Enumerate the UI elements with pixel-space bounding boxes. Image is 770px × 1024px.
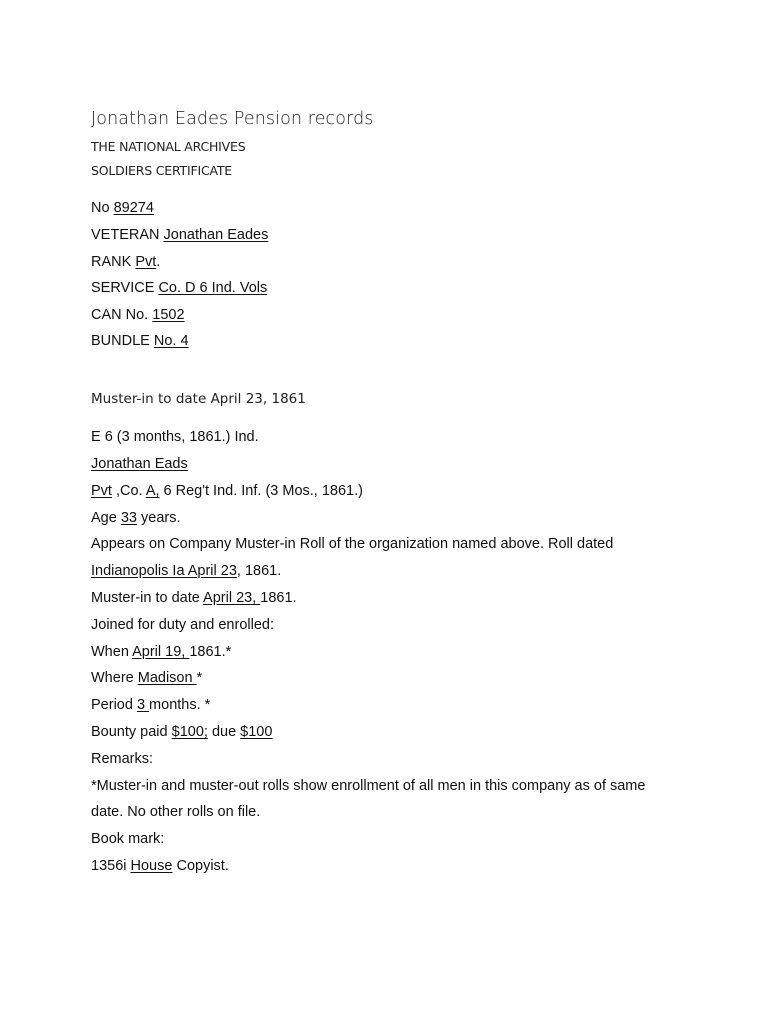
bounty-due: $100 <box>240 724 273 740</box>
veteran-label: VETERAN <box>91 227 164 243</box>
remarks-label: Remarks: <box>91 751 154 767</box>
muster-date-year: 1861. <box>260 590 297 606</box>
muster-date-value: April 23, <box>203 590 261 606</box>
copyist-line <box>91 858 229 874</box>
company-label: ,Co. <box>111 483 146 499</box>
certificate-number-label: No <box>91 200 114 216</box>
joined-line: Joined for duty and enrolled: <box>91 617 274 633</box>
rank-line <box>91 254 160 270</box>
remark-line-2: date. No other rolls on file. <box>91 804 261 820</box>
muster-heading: Muster-in to date April 23, 1861 <box>91 391 306 407</box>
rank-label: RANK <box>91 254 136 270</box>
roll-year: , 1861. <box>236 563 282 579</box>
e6-line: E 6 (3 months, 1861.) Ind. <box>91 429 259 445</box>
age-line <box>91 510 181 526</box>
certificate-type: SOLDIERS CERTIFICATE <box>91 163 232 178</box>
service-value: Co. D 6 Ind. Vols <box>158 280 268 296</box>
copy-number: 1356i <box>91 858 131 874</box>
book-mark-label: Book mark: <box>91 831 165 847</box>
certificate-number-value: 89274 <box>113 200 154 216</box>
certificate-number-line <box>91 200 154 216</box>
where-label: Where <box>91 670 138 686</box>
can-label: CAN No. <box>91 307 153 323</box>
rank-value: Pvt <box>135 254 157 270</box>
soldier-rank: Pvt <box>91 483 112 499</box>
archive-name: THE NATIONAL ARCHIVES <box>91 139 246 154</box>
service-label: SERVICE <box>91 280 159 296</box>
when-suffix: 1861.* <box>189 644 232 660</box>
when-value: April 19, <box>132 644 190 660</box>
bounty-line <box>91 724 272 740</box>
age-label: Age <box>91 510 121 526</box>
bundle-label: BUNDLE <box>91 333 154 349</box>
bounty-paid: $100; <box>171 724 208 740</box>
period-line <box>91 697 210 713</box>
period-value: 3 <box>136 697 150 713</box>
appears-line: Appears on Company Muster-in Roll of the organization named above. Roll dated <box>91 536 614 552</box>
can-line <box>91 307 185 323</box>
period-label: Period <box>91 697 137 713</box>
service-line <box>91 280 267 296</box>
muster-date-label: Muster-in to date <box>91 590 204 606</box>
copyist-suffix: Copyist. <box>172 858 229 874</box>
document-title: Jonathan Eades Pension records <box>91 109 374 129</box>
regiment-line <box>91 483 363 499</box>
age-value: 33 <box>120 510 137 526</box>
roll-place: Indianopolis Ia April 23 <box>91 563 237 579</box>
muster-date-line <box>91 590 297 606</box>
veteran-line <box>91 227 268 243</box>
can-value: 1502 <box>152 307 185 323</box>
regiment-text: 6 Reg't Ind. Inf. (3 Mos., 1861.) <box>159 483 363 499</box>
remark-line-1: *Muster-in and muster-out rolls show enrollment of all men in this company as of same <box>91 778 646 794</box>
soldier-name-line <box>91 456 188 472</box>
roll-date-line <box>91 563 281 579</box>
veteran-value: Jonathan Eades <box>163 227 269 243</box>
copyist-name: House <box>130 858 173 874</box>
where-line <box>91 670 202 686</box>
bounty-label: Bounty paid <box>91 724 172 740</box>
when-label: When <box>91 644 133 660</box>
soldier-name: Jonathan Eads <box>91 456 188 472</box>
when-line <box>91 644 231 660</box>
where-value: Madison <box>137 670 197 686</box>
bundle-line <box>91 333 189 349</box>
rank-suffix: . <box>156 254 161 270</box>
bounty-due-label: due <box>207 724 241 740</box>
period-suffix: months. * <box>149 697 211 713</box>
where-suffix: * <box>196 670 203 686</box>
age-suffix: years. <box>136 510 181 526</box>
company-value: A, <box>145 483 160 499</box>
bundle-value: No. 4 <box>153 333 189 349</box>
